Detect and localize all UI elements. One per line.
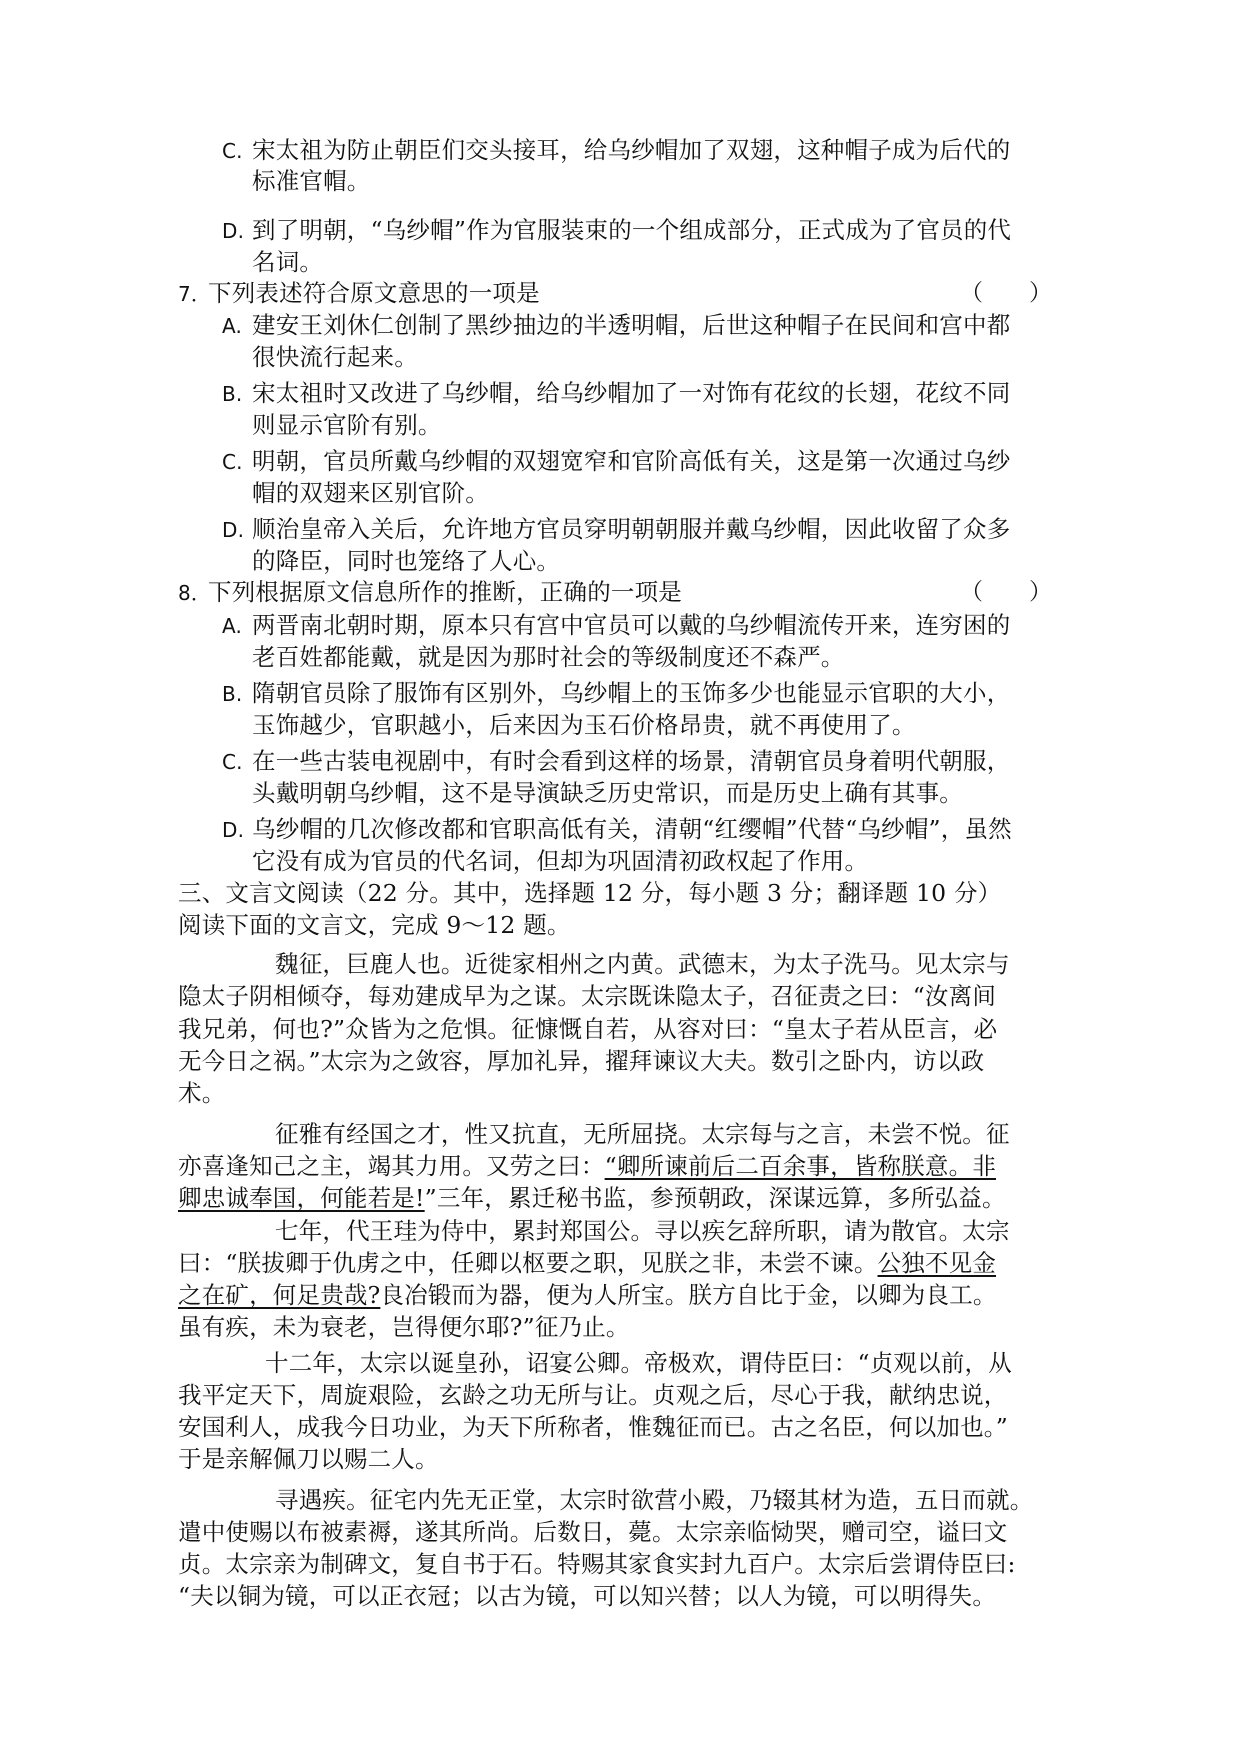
q6-option-c <box>222 134 1010 167</box>
option-text: 明朝，官员所戴乌纱帽的双翅宽窄和官阶高低有关，这是第一次通过乌纱 <box>252 447 1011 475</box>
q8-stem <box>178 576 682 609</box>
q7-option-c-cont: 帽的双翅来区别官阶。 <box>252 479 489 507</box>
option-text: 顺治皇帝入关后，允许地方官员穿明朝朝服并戴乌纱帽，因此收留了众多 <box>252 515 1011 543</box>
q8-option-d <box>222 813 1012 846</box>
q7-answer-blank: （ ） <box>960 280 1052 306</box>
underlined-sentence: 之在矿，何足贵哉? <box>178 1281 381 1309</box>
passage-line: 无今日之祸。”太宗为之敛容，厚加礼异，擢拜谏议大夫。数引之卧内，访以政 <box>178 1047 985 1075</box>
passage-text: 曰：“朕拔卿于仇虏之中，任卿以枢要之职，见朕之非，未尝不谏。 <box>178 1249 878 1277</box>
q6-option-c-cont: 标准官帽。 <box>252 167 371 195</box>
option-text: 在一些古装电视剧中，有时会看到这样的场景，清朝官员身着明代朝服， <box>252 747 1011 775</box>
option-text: 两晋南北朝时期，原本只有宫中官员可以戴的乌纱帽流传开来，连穷困的 <box>252 611 1011 639</box>
passage-line: 七年，代王珪为侍中，累封郑国公。寻以疾乞辞所职，请为散官。太宗 <box>275 1217 1010 1245</box>
q8-option-b <box>222 677 1010 710</box>
q8-option-d-cont: 它没有成为官员的代名词，但却为巩固清初政权起了作用。 <box>252 847 869 875</box>
option-text: 建安王刘休仁创制了黑纱抽边的半透明帽，后世这种帽子在民间和宫中都 <box>252 311 1011 339</box>
q7-option-a-cont: 很快流行起来。 <box>252 343 418 371</box>
passage-line: 寻遇疾。征宅内先无正堂，太宗时欲营小殿，乃辍其材为造，五日而就。 <box>275 1486 1034 1514</box>
q7-option-b <box>222 377 1010 410</box>
option-letter: D. <box>222 518 245 542</box>
q6-option-d <box>222 214 1011 247</box>
q7-option-d-cont: 的降臣，同时也笼络了人心。 <box>252 547 561 575</box>
passage-line <box>178 1279 997 1311</box>
passage-text: ”三年，累迁秘书监，参预朝政，深谋远算，多所弘益。 <box>424 1184 1006 1212</box>
q7-option-b-cont: 则显示官阶有别。 <box>252 411 442 439</box>
q7-option-d <box>222 513 1010 546</box>
q8-answer-blank: （ ） <box>960 579 1052 605</box>
passage-line: 虽有疾，未为衰老，岂得便尔耶?”征乃止。 <box>178 1313 630 1341</box>
q8-option-c-cont: 头戴明朝乌纱帽，这不是导演缺乏历史常识，而是历史上确有其事。 <box>252 779 963 807</box>
section-instruction: 阅读下面的文言文，完成 9～12 题。 <box>178 911 571 939</box>
underlined-sentence: 公独不见金 <box>877 1249 997 1277</box>
option-text: 宋太祖为防止朝臣们交头接耳，给乌纱帽加了双翅，这种帽子成为后代的 <box>252 136 1011 164</box>
option-letter: B. <box>222 382 243 406</box>
passage-line: 于是亲解佩刀以赐二人。 <box>178 1445 439 1473</box>
option-text: 乌纱帽的几次修改都和官职高低有关，清朝“红缨帽”代替“乌纱帽”，虽然 <box>252 815 1012 843</box>
q7-stem <box>178 277 540 310</box>
passage-line: 隐太子阴相倾夺，每劝建成早为之谋。太宗既诛隐太子，召征责之曰：“汝离间 <box>178 982 997 1010</box>
option-letter: D. <box>222 818 245 842</box>
passage-line <box>178 1247 996 1279</box>
option-text: 宋太祖时又改进了乌纱帽，给乌纱帽加了一对饰有花纹的长翅，花纹不同 <box>252 379 1011 407</box>
passage-line: 魏征，巨鹿人也。近徙家相州之内黄。武德末，为太子洗马。见太宗与 <box>275 950 1010 978</box>
passage-text: 亦喜逢知己之主，竭其力用。又劳之曰： <box>178 1152 605 1180</box>
option-letter: A. <box>222 314 243 338</box>
section-heading: 三、文言文阅读（22 分。其中，选择题 12 分，每小题 3 分；翻译题 10 分） <box>178 879 1002 907</box>
question-number: 8． <box>178 581 212 605</box>
passage-text: 良冶锻而为器，便为人所宝。朕方自比于金，以卿为良工。 <box>380 1281 997 1309</box>
underlined-sentence: 卿忠诚奉国，何能若是! <box>178 1184 425 1212</box>
q7-option-a <box>222 309 1010 342</box>
option-letter: C. <box>222 750 243 774</box>
q6-option-d-cont: 名词。 <box>252 248 324 276</box>
option-letter: D. <box>222 219 245 243</box>
option-text: 隋朝官员除了服饰有区别外，乌纱帽上的玉饰多少也能显示官职的大小， <box>252 679 1011 707</box>
option-letter: C. <box>222 450 243 474</box>
passage-line: 安国利人，成我今日功业，为天下所称者，惟魏征而已。古之名臣，何以加也。” <box>178 1413 1008 1441</box>
option-letter: B. <box>222 682 243 706</box>
underlined-sentence: “卿所谏前后二百余事，皆称朕意。非 <box>604 1152 997 1180</box>
q8-option-a <box>222 609 1010 642</box>
q7-option-c <box>222 445 1010 478</box>
passage-line <box>178 1182 1006 1214</box>
question-number: 7． <box>178 282 212 306</box>
option-letter: C. <box>222 139 243 163</box>
q8-option-a-cont: 老百姓都能戴，就是因为那时社会的等级制度还不森严。 <box>252 643 845 671</box>
passage-line: 遣中使赐以布被素褥，遂其所尚。后数日，薨。太宗亲临恸哭，赠司空，谥曰文 <box>178 1518 1008 1546</box>
option-letter: A. <box>222 614 243 638</box>
q8-option-c <box>222 745 1010 778</box>
passage-line: 十二年，太宗以诞皇孙，诏宴公卿。帝极欢，谓侍臣曰：“贞观以前，从 <box>265 1349 1012 1377</box>
passage-line: 贞。太宗亲为制碑文，复自书于石。特赐其家食实封九百户。太宗后尝谓侍臣曰: <box>178 1550 1016 1578</box>
question-text: 下列表述符合原文意思的一项是 <box>208 279 540 307</box>
question-text: 下列根据原文信息所作的推断，正确的一项是 <box>208 578 682 606</box>
passage-line: 术。 <box>178 1079 226 1107</box>
passage-line: 我平定天下，周旋艰险，玄龄之功无所与让。贞观之后，尽心于我，献纳忠说， <box>178 1381 1008 1409</box>
passage-line: “夫以铜为镜，可以正衣冠；以古为镜，可以知兴替；以人为镜，可以明得失。 <box>178 1582 997 1610</box>
passage-line <box>178 1150 996 1182</box>
passage-line: 我兄弟，何也?”众皆为之危惧。征慷慨自若，从容对曰：“皇太子若从臣言，必 <box>178 1015 998 1043</box>
option-text: 到了明朝，“乌纱帽”作为官服装束的一个组成部分，正式成为了官员的代 <box>252 216 1012 244</box>
q8-option-b-cont: 玉饰越少，官职越小，后来因为玉石价格昂贵，就不再使用了。 <box>252 711 916 739</box>
passage-line: 征雅有经国之才，性又抗直，无所屈挠。太宗每与之言，未尝不悦。征 <box>275 1120 1010 1148</box>
